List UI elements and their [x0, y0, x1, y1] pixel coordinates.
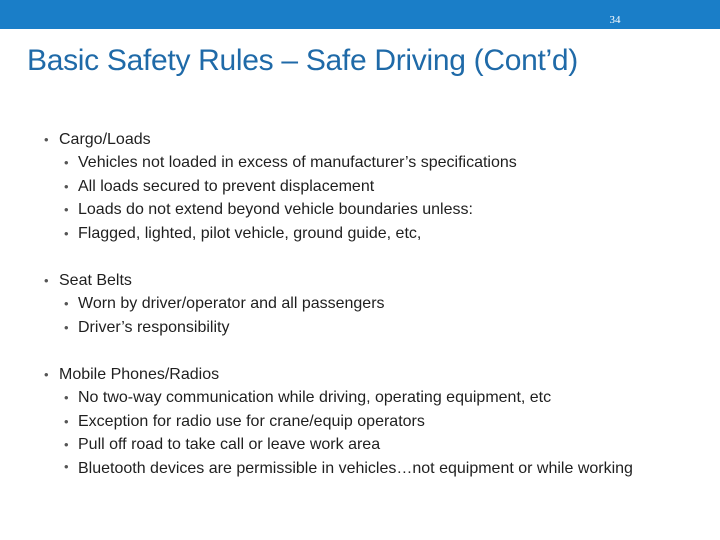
section-cargo-loads — [40, 128, 680, 245]
list-item: • Vehicles not loaded in excess of manufacturer’s specifications — [40, 151, 680, 175]
bullet-list — [40, 151, 680, 245]
list-item: • Bluetooth devices are permissible in vehicles…not equipment or while working — [40, 457, 680, 478]
bullet-list — [40, 386, 680, 478]
list-item: • All loads secured to prevent displacement — [40, 175, 680, 199]
list-item: • Pull off road to take call or leave work area — [40, 433, 680, 457]
section-heading: • Cargo/Loads — [40, 128, 680, 151]
list-item: • No two-way communication while driving, operating equipment, etc — [40, 386, 680, 410]
list-item: • Worn by driver/operator and all passengers — [40, 292, 680, 316]
list-item: • Exception for radio use for crane/equip operators — [40, 410, 680, 434]
slide-number: 34 — [609, 14, 621, 26]
slide-content — [40, 128, 680, 502]
list-item: • Driver’s responsibility — [40, 316, 680, 340]
section-heading: • Mobile Phones/Radios — [40, 363, 680, 386]
section-heading: • Seat Belts — [40, 269, 680, 292]
section-seat-belts — [40, 269, 680, 339]
section-mobile-phones-radios — [40, 363, 680, 478]
list-item: • Flagged, lighted, pilot vehicle, ground guide, etc, — [40, 222, 680, 246]
slide-title: Basic Safety Rules – Safe Driving (Cont’d) — [27, 44, 578, 77]
list-item: • Loads do not extend beyond vehicle boundaries unless: — [40, 198, 680, 222]
bullet-list — [40, 292, 680, 339]
